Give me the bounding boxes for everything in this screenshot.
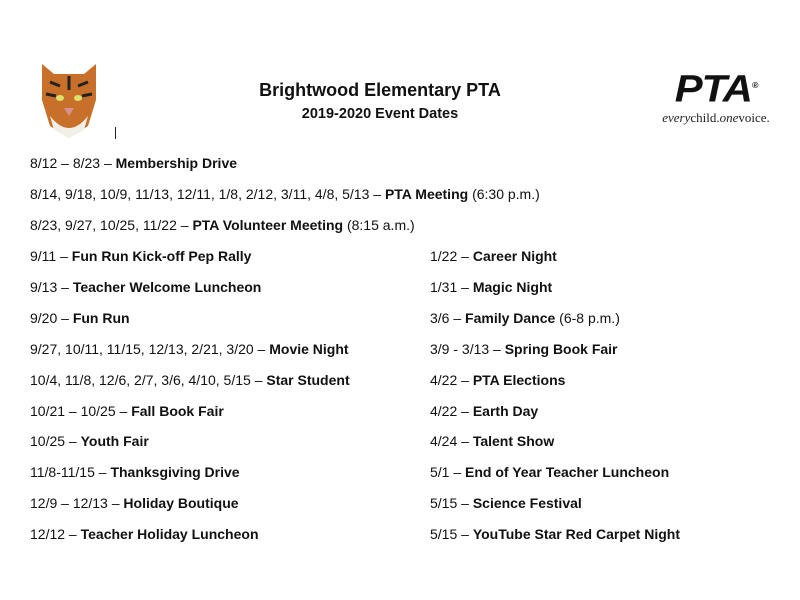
event-name: Science Festival [472, 495, 582, 512]
event-dates: 11/8-11/15 – [30, 464, 111, 481]
event-name: Movie Night [269, 340, 349, 357]
event-extra: (6:30 p.m.) [468, 186, 540, 202]
event-item [30, 433, 149, 449]
event-dates: 10/25 – [30, 433, 81, 450]
document-title: Brightwood Elementary PTA [259, 80, 501, 100]
event-item [30, 186, 540, 202]
event-item [430, 310, 620, 326]
event-dates: 9/11 – [30, 248, 72, 264]
event-dates: 12/9 – 12/13 – [30, 495, 124, 512]
event-dates: 1/31 – [430, 278, 473, 295]
event-dates: 4/24 – [430, 433, 473, 450]
event-dates: 8/12 – 8/23 – [30, 155, 116, 171]
document-subtitle: 2019-2020 Event Dates [301, 106, 459, 122]
text-cursor [115, 127, 116, 139]
event-item [30, 310, 130, 326]
event-item [430, 464, 669, 480]
event-name: Membership Drive [115, 155, 238, 171]
registered-mark: ® [751, 81, 758, 90]
event-name: Fun Run [72, 309, 130, 326]
event-item [30, 155, 237, 171]
event-name: Thanksgiving Drive [110, 464, 240, 481]
event-item [30, 403, 224, 419]
event-name: PTA Elections [472, 371, 566, 388]
event-dates: 8/23, 9/27, 10/25, 11/22 – [30, 217, 193, 233]
event-name: End of Year Teacher Luncheon [465, 464, 670, 481]
event-name: Holiday Boutique [123, 495, 239, 512]
tiger-mascot-image [36, 60, 102, 140]
event-dates: 12/12 – [30, 526, 81, 543]
event-dates: 3/9 - 3/13 – [430, 340, 505, 357]
pta-tagline: everychild.onevoice. [662, 109, 770, 125]
event-extra: (8:15 a.m.) [343, 217, 415, 233]
pta-logo [646, 66, 786, 126]
event-dates: 5/15 – [430, 526, 473, 543]
event-dates: 1/22 – [430, 248, 473, 264]
event-item [30, 372, 350, 388]
event-item [430, 403, 538, 419]
event-item [430, 341, 618, 357]
event-dates: 10/4, 11/8, 12/6, 2/7, 3/6, 4/10, 5/15 – [30, 371, 267, 388]
event-name: Fun Run Kick-off Pep Rally [71, 248, 252, 264]
event-name: Family Dance [465, 309, 556, 326]
event-name: Star Student [266, 371, 350, 388]
event-item [430, 433, 554, 449]
event-dates: 9/13 – [30, 278, 73, 295]
event-name: Talent Show [472, 433, 555, 450]
event-item [430, 279, 552, 295]
event-name: Youth Fair [80, 433, 149, 450]
event-dates: 5/15 – [430, 495, 473, 512]
event-dates: 8/14, 9/18, 10/9, 11/13, 12/11, 1/8, 2/12, 3/11, 4/8, 5/13 – [30, 186, 385, 202]
event-item [430, 526, 680, 542]
event-name: Earth Day [472, 402, 539, 419]
event-name: Fall Book Fair [131, 402, 224, 419]
event-name: Spring Book Fair [504, 340, 618, 357]
event-extra: (6-8 p.m.) [555, 309, 620, 326]
pta-logo-text: PTA [674, 68, 752, 111]
event-item [30, 279, 261, 295]
event-name: Teacher Holiday Luncheon [80, 526, 259, 543]
event-item [30, 526, 259, 542]
event-item [30, 464, 240, 480]
event-dates: 9/27, 10/11, 11/15, 12/13, 2/21, 3/20 – [30, 340, 270, 357]
event-dates: 3/6 – [430, 309, 466, 326]
event-name: Career Night [472, 248, 557, 264]
event-dates: 9/20 – [30, 309, 73, 326]
event-item [430, 495, 582, 511]
event-dates: 4/22 – [430, 402, 473, 419]
event-item [430, 372, 565, 388]
event-item [30, 217, 415, 233]
event-item [30, 248, 251, 264]
event-dates: 10/21 – 10/25 – [30, 402, 132, 419]
event-dates: 5/1 – [430, 464, 466, 481]
event-item [30, 495, 239, 511]
event-dates: 4/22 – [430, 371, 473, 388]
event-name: YouTube Star Red Carpet Night [472, 526, 680, 543]
event-item [30, 341, 349, 357]
event-name: Magic Night [472, 278, 553, 295]
event-name: PTA Volunteer Meeting [192, 217, 344, 233]
event-name: PTA Meeting [384, 186, 469, 202]
event-item [430, 248, 557, 264]
event-name: Teacher Welcome Luncheon [72, 278, 262, 295]
